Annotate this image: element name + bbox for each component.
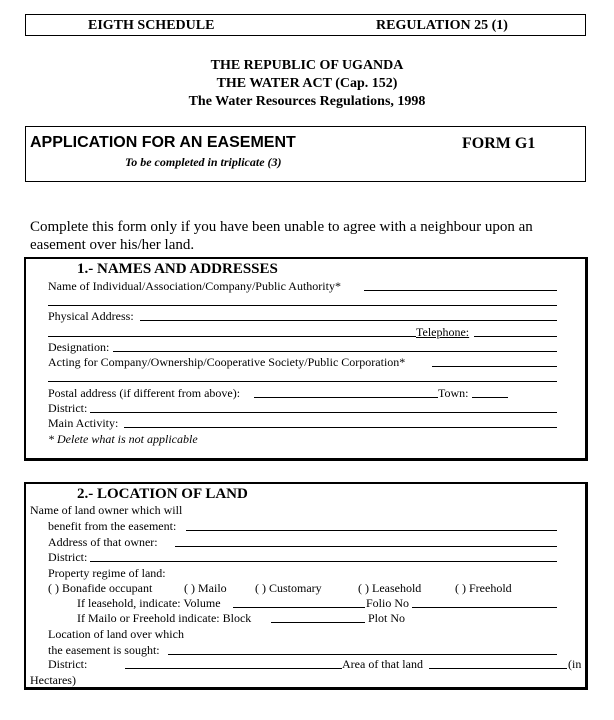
acting-for-label: Acting for Company/Ownership/Cooperative Society/Public Corporation* xyxy=(48,355,406,369)
form-title: APPLICATION FOR AN EASEMENT xyxy=(30,134,296,151)
acting-for-field[interactable] xyxy=(432,366,557,367)
form-number: FORM G1 xyxy=(462,135,536,152)
land-district-label: District: xyxy=(48,550,88,564)
location-label-line1: Location of land over which xyxy=(48,627,184,641)
physical-address-field-line2[interactable] xyxy=(48,336,416,337)
telephone-label: Telephone: xyxy=(416,325,470,339)
hectares-label: Hectares) xyxy=(30,673,76,687)
district-label: District: xyxy=(48,401,88,415)
option-leasehold[interactable]: ( ) Leasehold xyxy=(358,581,422,595)
volume-field[interactable] xyxy=(233,607,365,608)
delete-footnote: * Delete what is not applicable xyxy=(48,432,198,446)
postal-address-label: Postal address (if different from above): xyxy=(48,386,241,400)
title-act: THE WATER ACT (Cap. 152) xyxy=(216,76,398,91)
main-activity-field[interactable] xyxy=(124,427,557,428)
title-republic: THE REPUBLIC OF UGANDA xyxy=(210,58,404,73)
owner-label-line1: Name of land owner which will xyxy=(30,503,183,517)
block-field[interactable] xyxy=(271,622,365,623)
designation-label: Designation: xyxy=(48,340,110,354)
area-label: Area of that land xyxy=(342,657,423,671)
triplicate-note: To be completed in triplicate (3) xyxy=(125,155,282,169)
section2-heading: 2.- LOCATION OF LAND xyxy=(77,486,248,502)
option-mailo[interactable]: ( ) Mailo xyxy=(184,581,227,595)
section1-heading: 1.- NAMES AND ADDRESSES xyxy=(77,261,278,277)
district-field[interactable] xyxy=(90,412,557,413)
mailo-block-label: If Mailo or Freehold indicate: Block xyxy=(77,611,252,625)
in-label: (in xyxy=(568,657,582,671)
option-freehold[interactable]: ( ) Freehold xyxy=(455,581,512,595)
name-field-line2[interactable] xyxy=(48,305,557,306)
folio-label: Folio No xyxy=(366,596,410,610)
owner-address-field[interactable] xyxy=(175,546,557,547)
postal-address-field[interactable] xyxy=(254,397,438,398)
option-customary[interactable]: ( ) Customary xyxy=(255,581,322,595)
regulation-label: REGULATION 25 (1) xyxy=(376,18,508,33)
intro-line-2: easement over his/her land. xyxy=(30,237,195,253)
owner-field[interactable] xyxy=(186,530,557,531)
telephone-field[interactable] xyxy=(474,336,557,337)
leasehold-volume-label: If leasehold, indicate: Volume xyxy=(77,596,221,610)
name-field[interactable] xyxy=(364,290,557,291)
title-regulations: The Water Resources Regulations, 1998 xyxy=(188,94,426,109)
designation-field[interactable] xyxy=(113,351,557,352)
location-label-line2: the easement is sought: xyxy=(48,643,160,657)
owner-address-label: Address of that owner: xyxy=(48,535,158,549)
owner-label-line2: benefit from the easement: xyxy=(48,519,177,533)
name-label: Name of Individual/Association/Company/Public Authority* xyxy=(48,279,341,293)
location-district-label: District: xyxy=(48,657,88,671)
option-bonafide[interactable]: ( ) Bonafide occupant xyxy=(48,581,153,595)
land-district-field[interactable] xyxy=(90,561,557,562)
acting-for-field-line2[interactable] xyxy=(48,381,557,382)
location-field[interactable] xyxy=(168,654,557,655)
town-label: Town: xyxy=(438,386,469,400)
folio-field[interactable] xyxy=(412,607,557,608)
area-field[interactable] xyxy=(429,668,567,669)
town-field[interactable] xyxy=(472,397,508,398)
physical-address-field[interactable] xyxy=(140,320,557,321)
location-district-field[interactable] xyxy=(125,668,342,669)
property-regime-label: Property regime of land: xyxy=(48,566,166,580)
main-activity-label: Main Activity: xyxy=(48,416,119,430)
plot-label: Plot No xyxy=(368,611,406,625)
intro-line-1: Complete this form only if you have been unable to agree with a neighbour upon an xyxy=(30,219,533,235)
physical-address-label: Physical Address: xyxy=(48,309,134,323)
schedule-label: EIGTH SCHEDULE xyxy=(88,18,215,33)
